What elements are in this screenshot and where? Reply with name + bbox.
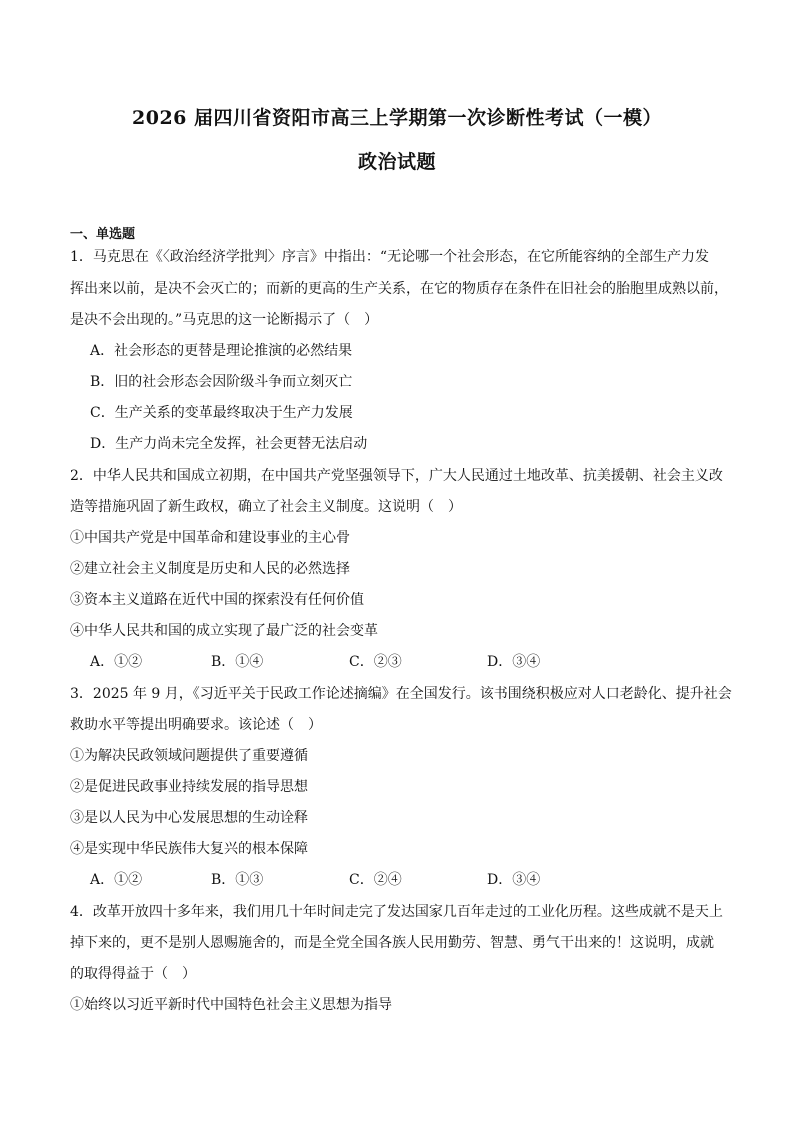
- exam-title: 2026 届四川省资阳市高三上学期第一次诊断性考试（一模）: [132, 107, 662, 129]
- q3-stem-line-2: 救助水平等提出明确要求。该论述（ ）: [70, 717, 322, 733]
- q3-statement-1: ①为解决民政领域问题提供了重要遵循: [70, 748, 308, 764]
- q4-statement-1: ①始终以习近平新时代中国特色社会主义思想为指导: [70, 997, 392, 1013]
- q2-option-b[interactable]: B．①④: [211, 654, 264, 670]
- q4-stem-line-3: 的取得得益于（ ）: [70, 966, 196, 982]
- q2-option-c[interactable]: C．②③: [349, 654, 402, 670]
- q1-option-b[interactable]: B．旧的社会形态会因阶级斗争而立刻灭亡: [90, 374, 353, 390]
- q2-statement-3: ③资本主义道路在近代中国的探索没有任何价值: [70, 592, 364, 608]
- q2-statement-2: ②建立社会主义制度是历史和人民的必然选择: [70, 561, 350, 577]
- exam-subtitle: 政治试题: [357, 151, 436, 173]
- q1-stem-line-2: 挥出来以前，是决不会灭亡的；而新的更高的生产关系，在它的物质存在条件在旧社会的胎胞里成熟以前，: [70, 281, 728, 297]
- q2-option-a[interactable]: A．①②: [90, 654, 143, 670]
- q2-statement-1: ①中国共产党是中国革命和建设事业的主心骨: [70, 530, 350, 546]
- q2-stem-line-2: 造等措施巩固了新生政权，确立了社会主义制度。这说明（ ）: [70, 499, 462, 515]
- q1-option-d[interactable]: D．生产力尚未完全发挥，社会更替无法启动: [90, 436, 368, 452]
- q3-statement-3: ③是以人民为中心发展思想的生动诠释: [70, 810, 308, 826]
- q1-option-a[interactable]: A．社会形态的更替是理论推演的必然结果: [90, 343, 353, 359]
- q1-stem-line-1: 1．马克思在《〈政治经济学批判〉序言》中指出：“无论哪一个社会形态，在它所能容纳的全部生产力发: [70, 249, 710, 265]
- q2-statement-4: ④中华人民共和国的成立实现了最广泛的社会变革: [70, 623, 378, 639]
- q4-stem-line-1: 4．改革开放四十多年来，我们用几十年时间走完了发达国家几百年走过的工业化历程。这些成就不是天上: [70, 904, 723, 920]
- q2-stem-line-1: 2．中华人民共和国成立初期，在中国共产党坚强领导下，广大人民通过土地改革、抗美援朝、社会主义改: [70, 468, 723, 484]
- q3-stem-line-1: 3．2025 年 9 月，《习近平关于民政工作论述摘编》在全国发行。该书围绕积极应对人口老龄化、提升社会: [70, 686, 732, 702]
- q4-stem-line-2: 掉下来的，更不是别人恩赐施舍的，而是全党全国各族人民用勤劳、智慧、勇气干出来的！这说明，成就: [70, 935, 714, 951]
- q1-stem-line-3: 是决不会出现的。”马克思的这一论断揭示了（ ）: [70, 312, 379, 328]
- section-heading: 一、单选题: [70, 227, 136, 242]
- q3-option-b[interactable]: B．①③: [211, 872, 264, 888]
- q3-option-c[interactable]: C．②④: [349, 872, 402, 888]
- q3-statement-4: ④是实现中华民族伟大复兴的根本保障: [70, 841, 308, 857]
- q1-option-c[interactable]: C．生产关系的变革最终取决于生产力发展: [90, 405, 353, 421]
- q3-option-a[interactable]: A．①②: [90, 872, 143, 888]
- q2-option-d[interactable]: D．③④: [487, 654, 541, 670]
- q3-statement-2: ②是促进民政事业持续发展的指导思想: [70, 779, 308, 795]
- q3-option-d[interactable]: D．③④: [487, 872, 541, 888]
